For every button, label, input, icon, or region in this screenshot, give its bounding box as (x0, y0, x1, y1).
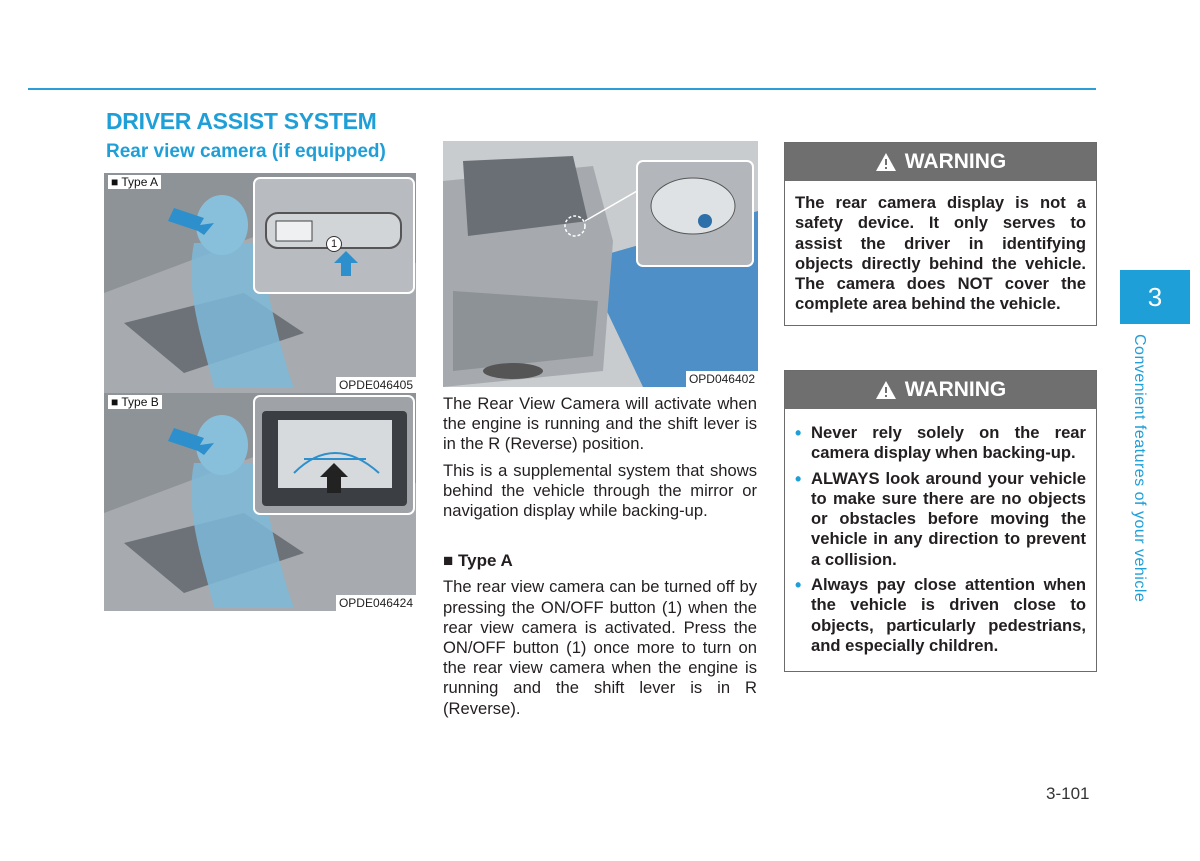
paragraph-activation: The Rear View Camera will activate when the engine is running and the shift lever is in the R (Reverse) position. (443, 394, 757, 454)
figure-type-b (104, 393, 416, 611)
body-text (443, 394, 757, 719)
shift-lever-illustration-b (104, 393, 416, 611)
figure-type-a-caption: OPDE046405 (336, 377, 416, 393)
warning-item-1: • Never rely solely on the rear camera display when backing-up. (795, 423, 1086, 464)
page-number: 3-101 (1046, 784, 1090, 803)
figure-type-a-tag: ■ Type A (108, 175, 161, 189)
chapter-title: Convenient features of your vehicle (1131, 334, 1148, 603)
paragraph-supplemental: This is a supplemental system that shows behind the vehicle through the mirror or navigation display while backing-up. (443, 460, 757, 521)
section-title: DRIVER ASSIST SYSTEM (106, 108, 377, 134)
warning-header-1 (785, 143, 1096, 181)
warning-title-2: WARNING (904, 378, 1007, 401)
warning-text-1: The rear camera display is not a safety device. It only serves to assist the driver in identifying objects directly behind the vehicle. The camera does NOT cover the complete area behind the vehicle. (795, 193, 1086, 314)
figure-rear-camera (443, 141, 758, 387)
paragraph-type-a: The rear view camera can be turned off by pressing the ON/OFF button (1) when the rear view camera is activated. Press the ON/OFF button (1) once more to turn on the rear view camera when the engine is running and the shift lever is in R (Reverse). (443, 577, 757, 718)
warning-header-2 (785, 371, 1096, 409)
shift-lever-illustration-a (104, 173, 416, 393)
warning-box-1 (784, 142, 1097, 326)
figure-type-b-tag: ■ Type B (108, 395, 162, 409)
type-a-heading: ■ Type A (443, 551, 513, 571)
warning-list-body (785, 409, 1096, 671)
chapter-tab[interactable]: 3 (1120, 270, 1190, 324)
warning-item-2: • ALWAYS look around your vehicle to make sure there are no objects or obstacles before moving the vehicle in any direction to prevent a collision. (795, 469, 1086, 570)
warning-triangle-icon (875, 380, 897, 400)
warning-triangle-icon (875, 152, 897, 172)
callout-1: 1 (326, 236, 342, 252)
warning-title-1: WARNING (904, 150, 1007, 173)
rear-camera-illustration (443, 141, 758, 387)
subsection-title: Rear view camera (if equipped) (106, 141, 386, 162)
top-rule (28, 88, 1096, 90)
warning-box-2 (784, 370, 1097, 672)
warning-item-3: • Always pay close attention when the vehicle is driven close to objects, particularly pedestrians, and especially children. (795, 575, 1086, 656)
figure-type-b-caption: OPDE046424 (336, 595, 416, 611)
warning-list (795, 423, 1086, 656)
figure-rear-camera-caption: OPD046402 (686, 371, 758, 387)
figure-type-a (104, 173, 416, 393)
